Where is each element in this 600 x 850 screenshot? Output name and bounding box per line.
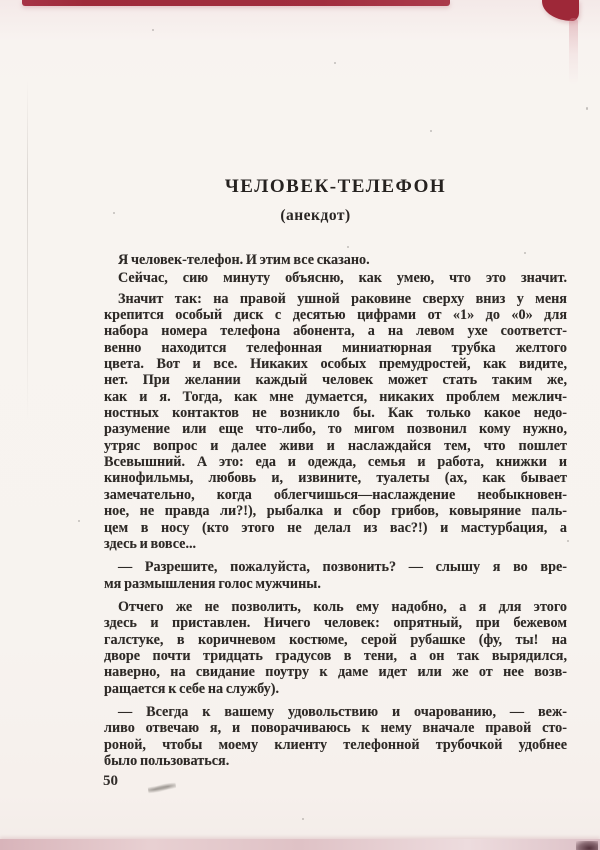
paragraph: [104, 291, 567, 553]
text-line: галстуке, в коричневом костюме, серой рубашке (фу, ты! на: [104, 631, 567, 648]
text-line: как и я. Тогда, как мне думается, никаких проблем межлич-: [104, 388, 567, 405]
text-line: Значит так: на правой ушной раковине сверху вниз у меня: [118, 290, 567, 307]
dust-speck: [334, 62, 336, 64]
text-line: наверно, на свидание поутру к даме идет или же от нее возв-: [104, 664, 567, 681]
text-line: нет. При желании каждый человек может стать таким же,: [104, 372, 567, 389]
paragraph: [104, 559, 567, 592]
text-line: крепится особый диск с десятью цифрами от «1» до «0» для: [104, 307, 567, 324]
dust-speck: [430, 130, 432, 132]
dust-speck: [586, 107, 588, 110]
text-line: цвета. Вот и все. Никаких особых премудростей, как видите,: [104, 356, 567, 373]
dust-speck: [113, 212, 115, 214]
text-line: разумение или еще что-либо, то мигом позвонил кому нужно,: [104, 421, 567, 438]
dust-speck: [347, 246, 349, 248]
text-line: Сейчас, сию минуту объясню, как умею, что это значит.: [118, 270, 567, 287]
page-number: 50: [103, 773, 118, 789]
text-line: здесь и вовсе...: [104, 535, 197, 552]
dust-speck: [78, 520, 80, 522]
text-line: мя размышления голос мужчины.: [104, 575, 321, 592]
text-line: — Разрешите, пожалуйста, позвонить? — слышу я во вре-: [118, 559, 567, 576]
text-line: Всевышний. А это: еда и одежда, семья и работа, книжки и: [104, 454, 567, 471]
page-crease: [27, 80, 28, 420]
text-line: набора номера телефона абонента, а на левом ухе соответст-: [104, 323, 567, 340]
scan-corner-bottom-right: [576, 841, 598, 850]
dust-speck: [302, 818, 304, 820]
text-block: [104, 252, 567, 769]
text-line: Отчего же не позволить, коль ему надобно, а я для этого: [118, 598, 567, 615]
scan-edge-bottom: [0, 839, 600, 850]
text-line: венно находится телефонная миниатюрная трубка желтого: [104, 339, 567, 356]
text-line: ное, не правда ли?!), рыбалка и сбор грибов, ковыряние паль-: [104, 503, 567, 520]
text-line: — Всегда к вашему удовольствию и очарованию, — веж-: [118, 703, 567, 720]
text-line: замечательно, когда облегчишься—наслаждение необыкновен-: [104, 486, 567, 503]
paragraph: [104, 599, 567, 697]
dust-speck: [524, 252, 526, 254]
dust-speck: [152, 29, 154, 31]
text-line: ностных контактов не возникло бы. Как только какое недо-: [104, 405, 567, 422]
text-line: кинофильмы, любовь и, извините, туалеты (ах, как бывает: [104, 470, 567, 487]
page-subtitle: (анекдот): [280, 207, 351, 224]
paragraph: [104, 252, 567, 268]
text-line: цем в носу (кто этого не делал из вас?!) и мастурбация, а: [104, 519, 567, 536]
cover-edge-top: [22, 0, 450, 6]
ink-smudge: [148, 782, 177, 794]
text-line: было пользоваться.: [104, 752, 230, 769]
text-line: утряс вопрос и далее живи и наслаждайся тем, что пошлет: [104, 437, 567, 454]
text-line: ращается к себе на службу).: [104, 680, 280, 697]
text-line: здесь и приставлен. Ничего человек: опрятный, при бежевом: [104, 615, 567, 632]
text-line: дворе почти тридцать градусов в тени, а он так вырядился,: [104, 647, 567, 664]
dust-speck: [567, 540, 569, 542]
paragraph: [104, 270, 567, 286]
scan-smear: [569, 18, 578, 84]
paragraph: [104, 704, 567, 769]
text-line: Я человек-телефон. И этим все сказано.: [118, 252, 370, 268]
page-title: ЧЕЛОВЕК-ТЕЛЕФОН: [224, 176, 447, 197]
text-line: ливо отвечаю я, и поворачиваюсь к нему вначале правой сто-: [104, 720, 567, 737]
text-line: роной, чтобы моему клиенту телефонной трубочкой удобнее: [104, 736, 567, 753]
